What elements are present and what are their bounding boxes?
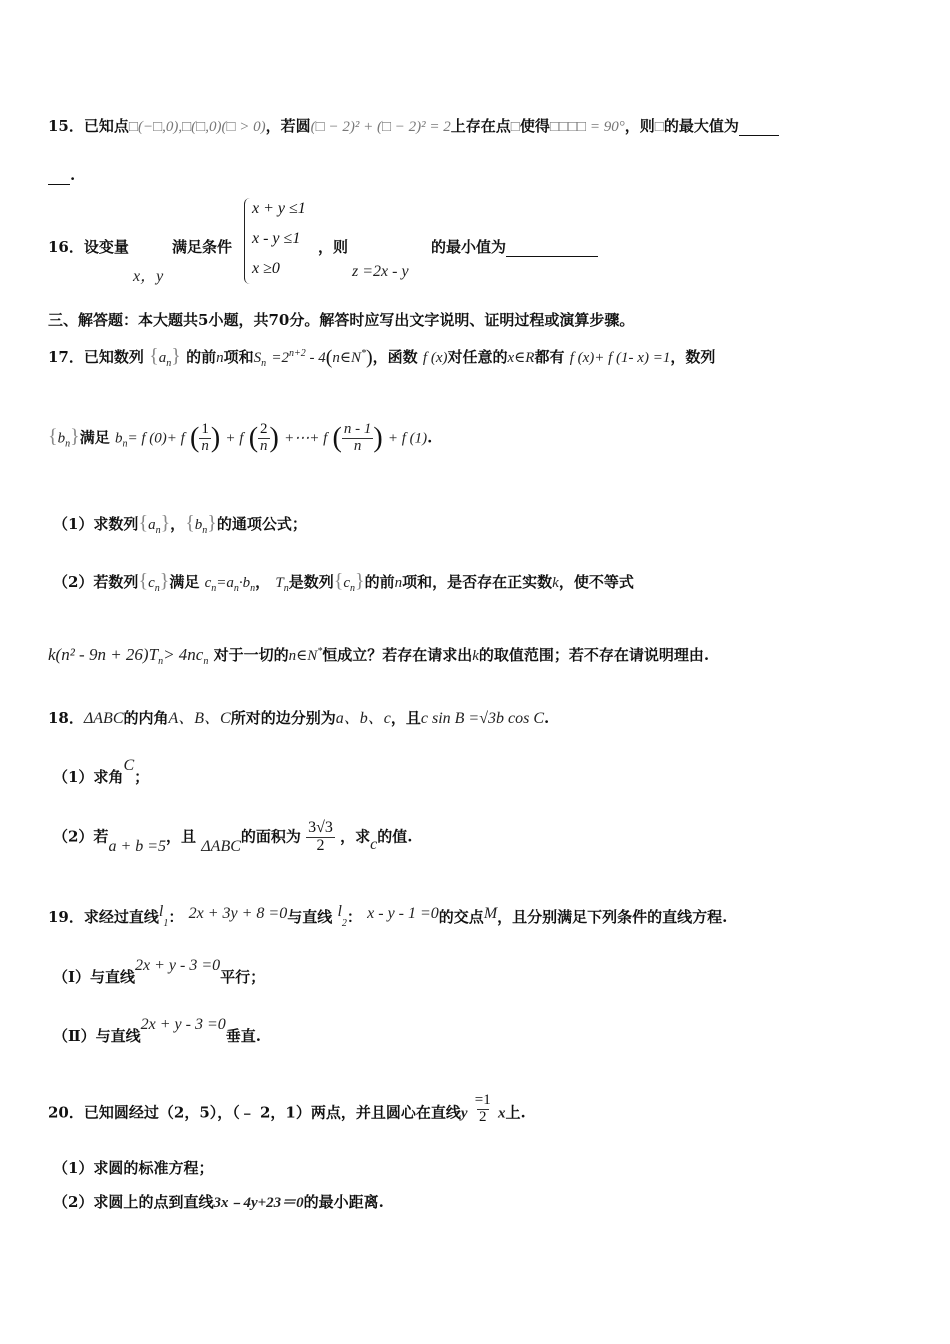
q17-frac-1-over-n: $\frac{1}{n}$ bbox=[201, 421, 209, 454]
q15-angle-formula: □□□□ = 90° bbox=[549, 119, 625, 135]
q17-part2-cont: $k(n^2 - 9n + 26)T_n> 4nc_n$ 对于一切的n∈N*恒成立？若存在请求出k的取值范围；若不存在请说明理由. bbox=[48, 645, 710, 667]
q16-text-b: 满足条件 bbox=[172, 238, 233, 256]
q19-line-l2-eq: x - y - 1 =0 bbox=[367, 905, 439, 922]
q15-points-formula: □(−□,0),□(□,0)(□ > 0) bbox=[128, 119, 266, 135]
q15-line1: 15．已知点□(−□,0),□(□,0)(□ > 0)，若圆(□ − 2)² + (□ − 2)² = 2上存在点□使得□□□□ = 90°，则□的最大值为 bbox=[48, 115, 779, 136]
q16-cond1: x + y ≤1 bbox=[252, 200, 306, 217]
q17-frac-n-minus-1-over-n: $\frac{n - 1}{n}$ bbox=[343, 421, 372, 454]
q20-slope-frac: $\frac{=1}{2}$ bbox=[474, 1092, 491, 1125]
q15-line2: . bbox=[48, 166, 75, 185]
q18-part1: （1）求角C； bbox=[53, 757, 150, 786]
q15-answer-blank[interactable] bbox=[739, 117, 779, 136]
section-3-heading: 三、解答题：本大题共5小题，共70分。解答时应写出文字说明、证明过程或演算步骤。 bbox=[48, 311, 635, 329]
q15-circle-formula: (□ − 2)² + (□ − 2)² = 2 bbox=[310, 119, 451, 135]
q20-line1: 20．已知圆经过（2，5），（﹣ 2，1）两点，并且圆心在直线y $\frac{=1}{2}$ x上. bbox=[48, 1092, 526, 1125]
q18-number: 18． bbox=[48, 709, 84, 727]
q18-area-frac: $\frac{3√3}{2}$ bbox=[308, 819, 333, 854]
q19-part1: （Ⅰ）与直线2x + y - 3 =0平行； bbox=[53, 957, 266, 986]
q18-equation: c sin B =√3b cos C bbox=[420, 710, 544, 727]
q15-answer-blank-cont[interactable] bbox=[48, 166, 70, 185]
q16-system-brace bbox=[244, 198, 251, 284]
q16-text-c: ，则 bbox=[318, 238, 349, 256]
q17-inequality: k(n² - 9n + 26)T bbox=[48, 645, 159, 664]
q16-vars: x，y bbox=[133, 268, 164, 285]
q18-line1: 18．ΔABC的内角A、B、C所对的边分别为a、b、c，且c sin B =√3b cos C. bbox=[48, 709, 550, 727]
q17-part1: （1）求数列$\{a_n\}$，$\{b_n\}$的通项公式； bbox=[53, 512, 307, 536]
q17-line1: 17．已知数列 $\{a_n\}$ 的前n项和$S_n =2^{n+2}$ - 4(n∈N*)，函数 f (x)对任意的x∈R都有 f (x)+ f (1- x) =1，数列 bbox=[48, 345, 716, 369]
q20-part2: （2）求圆上的点到直线3x﹣4y+23＝0的最小距离. bbox=[53, 1193, 384, 1211]
q20-part1: （1）求圆的标准方程； bbox=[53, 1159, 214, 1177]
q17-identity: f (x)+ f (1- x) =1 bbox=[569, 350, 671, 366]
q16-text-d: 的最小值为 bbox=[431, 236, 598, 257]
q16-answer-blank[interactable] bbox=[506, 238, 598, 257]
q17-frac-2-over-n: $\frac{2}{n}$ bbox=[260, 421, 268, 454]
q20-number: 20． bbox=[48, 1103, 84, 1122]
q16-number: 16． bbox=[48, 238, 84, 256]
q17-line2: $\{b_n\}$满足 $b_n= f$ (0)+ f ( $\frac{1}{n}$ ) + f ( $\frac{2}{n}$ ) +⋯+ f ( $\frac{n - 1}{n}$ ) + f (1). bbox=[48, 421, 433, 454]
q16-line: 16．设变量 bbox=[48, 238, 129, 256]
q19-part2: （Ⅱ）与直线2x + y - 3 =0垂直. bbox=[53, 1016, 262, 1045]
q19-line-l1-eq: 2x + 3y + 8 =0 bbox=[188, 905, 288, 922]
q15-number: 15． bbox=[48, 117, 84, 135]
q19-number: 19． bbox=[48, 908, 84, 926]
q17-part2: （2）若数列$\{c_n\}$满足 $c_n=a_n\cdot b_n$， $T_n$是数列$\{c_n\}$的前n项和，是否存在正实数k，使不等式 bbox=[53, 570, 634, 594]
q16-cond2: x - y ≤1 bbox=[252, 230, 301, 247]
q17-number: 17． bbox=[48, 348, 84, 366]
q16-expr: z =2x - y bbox=[352, 263, 409, 280]
q19-line1: 19．求经过直线$l_1$： 2x + 3y + 8 =0与直线 $l_2$： x - y - 1 =0的交点M，且分别满足下列条件的直线方程. bbox=[48, 903, 728, 929]
q18-part2: （2）若a + b =5，且 ΔABC的面积为 $\frac{3√3}{2}$ ，求c的值. bbox=[53, 819, 413, 856]
q16-cond3: x ≥0 bbox=[252, 260, 280, 277]
